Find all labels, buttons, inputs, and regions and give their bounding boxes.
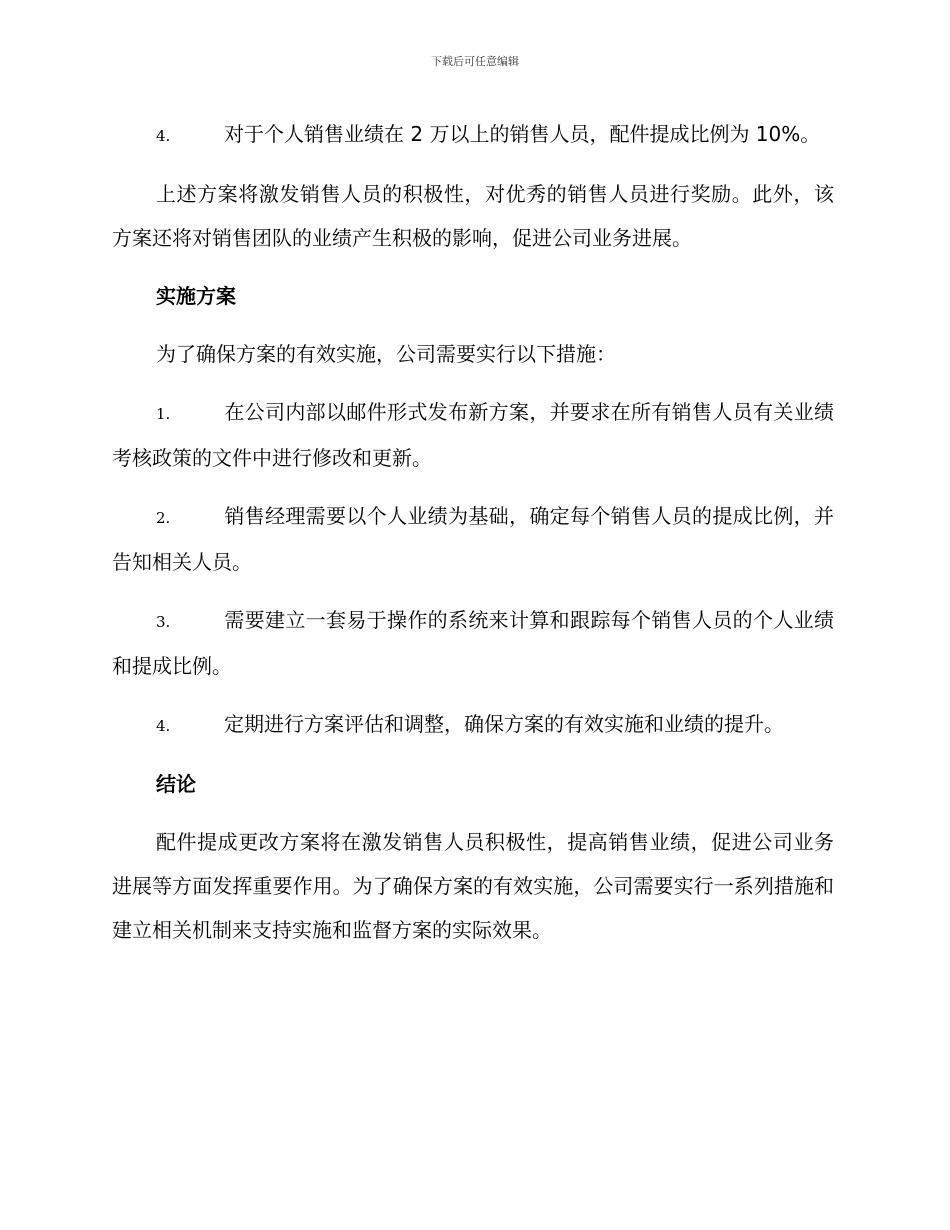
list-item-number: 2. xyxy=(156,509,171,527)
list-item-number: 4. xyxy=(156,127,171,145)
list-item-number: 4. xyxy=(156,717,171,735)
list-item-top xyxy=(112,112,834,158)
list-item-text: 需要建立一套易于操作的系统来计算和跟踪每个销售人员的个人业绩和提成比例。 xyxy=(112,608,834,678)
section-heading-conclusion: 结论 xyxy=(156,772,196,796)
list-item xyxy=(112,390,834,480)
list-item-number: 3. xyxy=(156,613,171,631)
paragraph-incentive-effect: 上述方案将激发销售人员的积极性，对优秀的销售人员进行奖励。此外，该方案还将对销售团队的业绩产生积极的影响，促进公司业务进展。 xyxy=(112,182,834,250)
list-item-text: 对于个人销售业绩在 2 万以上的销售人员，配件提成比例为 10%。 xyxy=(224,122,821,146)
page-header: 下载后可任意编辑 xyxy=(431,55,519,68)
list-item-text: 在公司内部以邮件形式发布新方案，并要求在所有销售人员有关业绩考核政策的文件中进行修改和更新。 xyxy=(112,400,834,470)
list-item xyxy=(112,702,834,748)
list-item-text: 销售经理需要以个人业绩为基础，确定每个销售人员的提成比例，并告知相关人员。 xyxy=(112,504,834,574)
list-item-text: 定期进行方案评估和调整，确保方案的有效实施和业绩的提升。 xyxy=(224,712,784,736)
section-heading-implementation: 实施方案 xyxy=(156,284,236,308)
list-item xyxy=(112,494,834,584)
document-body xyxy=(112,112,834,966)
list-item-number: 1. xyxy=(156,405,171,423)
conclusion-paragraph: 配件提成更改方案将在激发销售人员积极性，提高销售业绩，促进公司业务进展等方面发挥重要作用。为了确保方案的有效实施，公司需要实行一系列措施和建立相关机制来支持实施和监督方案的实际效果。 xyxy=(112,830,834,942)
implementation-intro: 为了确保方案的有效实施，公司需要实行以下措施： xyxy=(156,342,616,366)
list-item xyxy=(112,598,834,688)
